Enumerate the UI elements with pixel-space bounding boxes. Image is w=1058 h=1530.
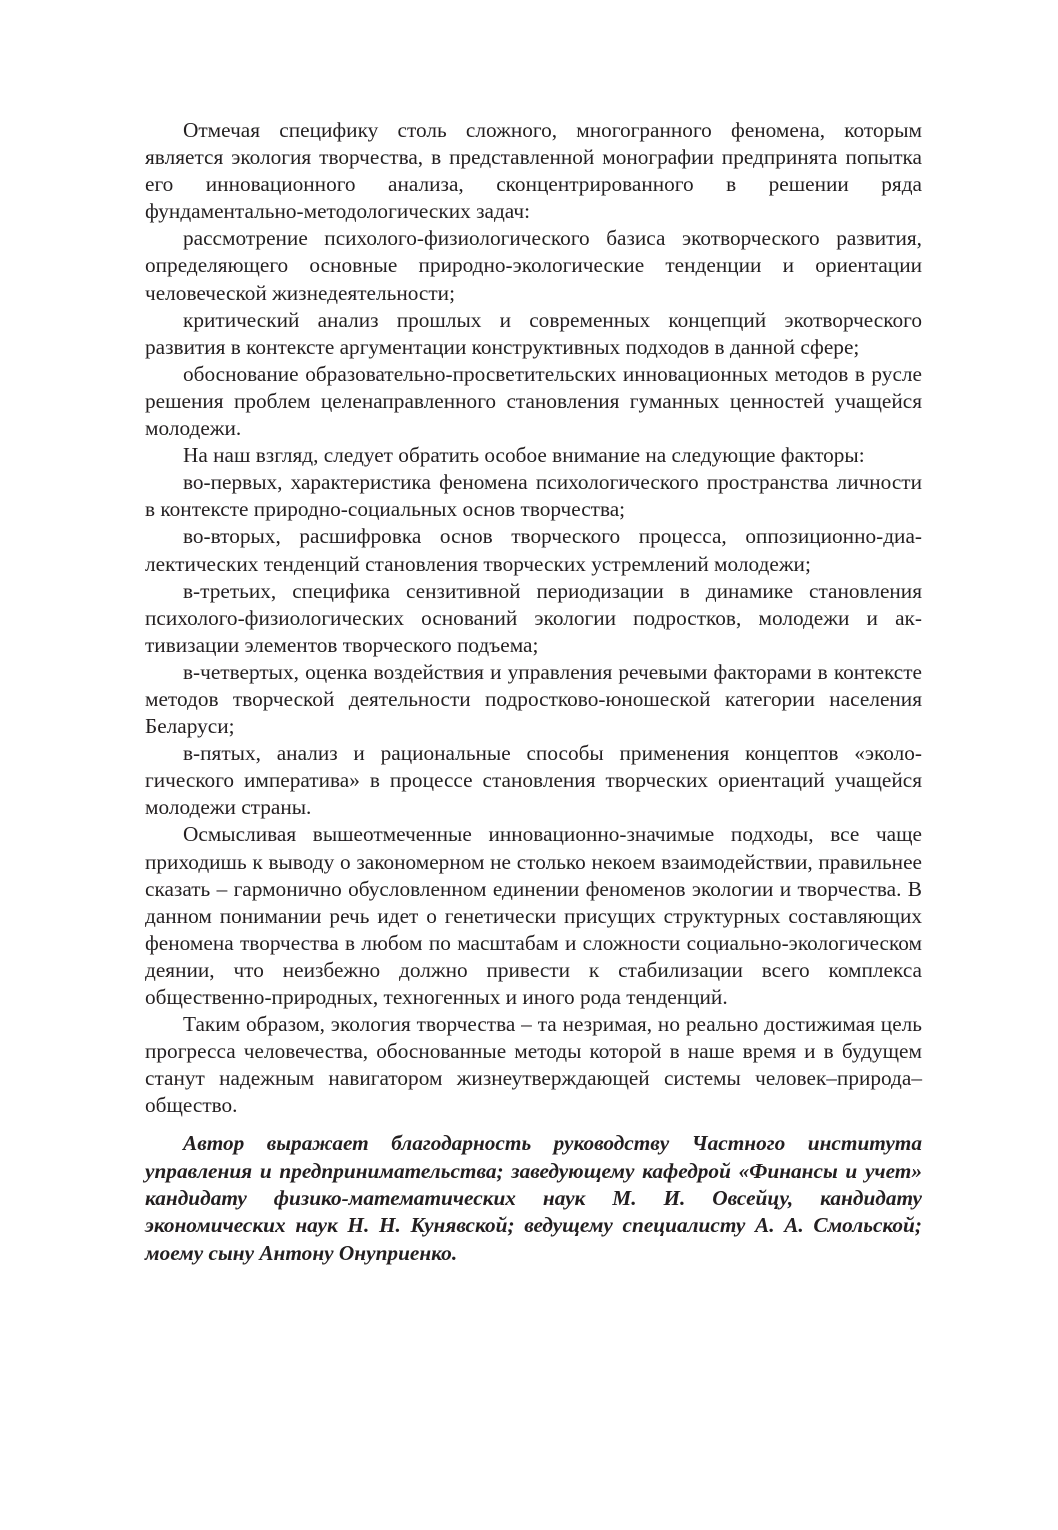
paragraph-task-2: критический анализ прошлых и современных концепций экотворческого развития в контексте аргументации конструктивных подходов в данной сфере; xyxy=(145,307,922,359)
document-page xyxy=(145,117,922,1267)
paragraph-factor-3: в-третьих, специфика сензитивной периодизации в динамике становления психолого-физиологических оснований экологии подростков, молодежи и активизации элементов творческого подъема; xyxy=(145,578,922,657)
paragraph-conclusion: Таким образом, экология творчества – та незримая, но реально достижимая цель прогресса человечества, обоснованные методы которой в наше время и в будущем станут надежным навигатором жизнеутверждающей системы человек–природа–общество. xyxy=(145,1012,922,1118)
paragraph-factor-1: во-первых, характеристика феномена психологического пространства личности в контексте природно-социальных основ творчества; xyxy=(145,470,922,522)
paragraph-reflection: Осмысливая вышеотмеченные инновационно-значимые подходы, все чаще приходишь к выводу о закономерном не столько некоем взаимодействии, правильнее сказать – гармонично обусловленном единении феноменов экологии и творчества. В данном понимании речь идет о генетически присущих структурных составляющих феномена творчества в любом по масштабам и сложности социально-экологическом деянии, что неизбежно должно привести к стабилизации всего комплекса общественно-природных, техногенных и иного рода тенденций. xyxy=(145,822,922,1009)
acknowledgment: Автор выражает благодарность руководству Частного института управления и предпринимательства; заведующему кафедрой «Финансы и учет» кандидату физико-математических наук М. И. Овсейцу, кандидату экономических наук Н. Н. Кунявской; ведущему специалисту А. А. Смольской; моему сыну Антону Онуприенко. xyxy=(145,1131,922,1265)
paragraph-task-1: рассмотрение психолого-физиологического базиса экотворческого развития, определяющего основные природно-экологические тенденции и ориентации человеческой жизнедеятельности; xyxy=(145,226,922,305)
paragraph-factor-5: в-пятых, анализ и рациональные способы применения концептов «экологического императива» в процессе становления творческих ориентаций учащейся молодежи страны. xyxy=(145,741,922,820)
paragraph-task-3: обоснование образовательно-просветительских инновационных методов в русле решения проблем целенаправленного становления гуманных ценностей учащейся молодежи. xyxy=(145,361,922,441)
paragraph-factors-intro: На наш взгляд, следует обратить особое внимание на следующие факторы: xyxy=(183,443,865,468)
paragraph-factor-4: в-четвертых, оценка воздействия и управления речевыми факторами в контексте методов творческой деятельности подростково-юношеской категории населения Беларуси; xyxy=(145,659,922,739)
paragraph-intro: Отмечая специфику столь сложного, многогранного феномена, которым является экология творчества, в представленной монографии предпринята попытка его инновационного анализа, сконцентрированного в решении ряда фундаментально-методологических задач: xyxy=(145,118,922,224)
paragraph-factor-2: во-вторых, расшифровка основ творческого процесса, оппозиционно-диалектических тенденций становления творческих устремлений молодежи; xyxy=(145,524,922,576)
